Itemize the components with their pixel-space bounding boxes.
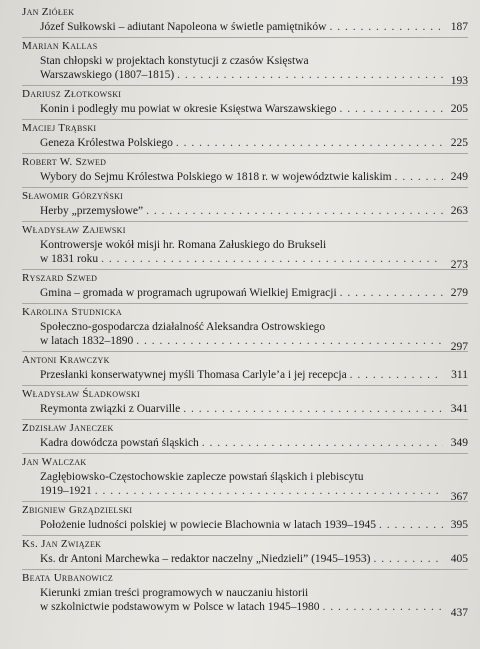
- dot-leader: [146, 204, 443, 218]
- entry-author: Jan Walczak: [22, 456, 87, 468]
- toc-entry: [22, 386, 468, 420]
- entry-title-line: [40, 334, 468, 353]
- entry-title-line: [40, 484, 468, 503]
- dot-leader: [340, 286, 443, 300]
- toc-entry: [22, 502, 468, 536]
- toc-entry: [22, 420, 468, 454]
- entry-author: Robert W. Szwed: [22, 156, 107, 168]
- entry-author: Władysław Zajewski: [22, 224, 126, 236]
- entry-title-text: Kadra dowódcza powstań śląskich: [40, 437, 199, 449]
- entry-title-line: [40, 204, 468, 218]
- dot-leader: [202, 436, 443, 450]
- entry-author: Karolina Studnicka: [22, 306, 122, 318]
- toc-entry: [22, 120, 468, 154]
- entry-page-number: 437: [450, 607, 468, 619]
- toc-entry: [22, 188, 468, 222]
- toc-entry: [22, 352, 468, 386]
- entry-title-text: Warszawskiego (1807–1815): [40, 69, 175, 81]
- dot-leader: [329, 20, 443, 34]
- toc-entry: [22, 86, 468, 120]
- entry-author: Zbigniew Grządzielski: [22, 504, 133, 516]
- entry-title-line: [40, 238, 468, 252]
- entry-page-number: 187: [450, 21, 468, 33]
- entry-page-number: 193: [450, 75, 468, 87]
- dot-leader: [177, 68, 443, 82]
- toc-entry: [22, 4, 468, 38]
- dot-leader: [95, 484, 443, 498]
- entry-page-number: 263: [450, 205, 468, 217]
- entry-title-line: [40, 368, 468, 382]
- dot-leader: [350, 368, 443, 382]
- entry-author: Marian Kallas: [22, 40, 98, 52]
- toc-entry: [22, 222, 468, 270]
- entry-page-number: 349: [450, 437, 468, 449]
- dot-leader: [395, 170, 443, 184]
- entry-title-line: [40, 54, 468, 68]
- entry-title-line: [40, 552, 468, 566]
- entry-page-number: 297: [450, 341, 468, 353]
- entry-page-number: 205: [450, 103, 468, 115]
- entry-title-line: [40, 68, 468, 87]
- entry-title-line: [40, 20, 468, 34]
- toc-entry: [22, 304, 468, 352]
- entry-author: Beata Urbanowicz: [22, 572, 114, 584]
- entry-title-text: Kontrowersje wokół misji hr. Romana Załuskiego do Brukseli: [40, 239, 327, 251]
- toc-entry: [22, 154, 468, 188]
- toc-entry: [22, 38, 468, 86]
- entry-title-text: w 1831 roku: [40, 253, 99, 265]
- entry-title-text: Wybory do Sejmu Królestwa Polskiego w 1818 r. w województwie kaliskim: [40, 171, 392, 183]
- toc-entry: [22, 270, 468, 304]
- entry-title-text: w latach 1832–1890: [40, 335, 134, 347]
- toc-entry: [22, 570, 468, 617]
- dot-leader: [101, 252, 443, 266]
- entry-title-text: Zagłębiowsko-Częstochowskie zaplecze powstań śląskich i plebiscytu: [40, 471, 364, 483]
- dot-leader: [136, 334, 443, 348]
- entry-title-text: Herby „przemysłowe”: [40, 205, 144, 217]
- entry-title-line: [40, 518, 468, 532]
- entry-page-number: 341: [450, 403, 468, 415]
- entry-title-text: Geneza Królestwa Polskiego: [40, 137, 173, 149]
- dot-leader: [322, 600, 443, 614]
- entry-author: Antoni Krawczyk: [22, 354, 110, 366]
- entry-page-number: 249: [450, 171, 468, 183]
- entry-page-number: 405: [450, 553, 468, 565]
- entry-page-number: 311: [451, 369, 468, 381]
- toc-entry: [22, 536, 468, 570]
- toc-entry: [22, 454, 468, 502]
- entry-title-line: [40, 286, 468, 300]
- entry-author: Sławomir Górzyński: [22, 190, 124, 202]
- entry-author: Ks. Jan Związek: [22, 538, 102, 550]
- entry-title-text: Gmina – gromada w programach ugrupowań Wielkiej Emigracji: [40, 287, 337, 299]
- entry-title-line: [40, 600, 468, 619]
- entry-page-number: 273: [450, 259, 468, 271]
- dot-leader: [374, 552, 443, 566]
- entry-title-line: [40, 470, 468, 484]
- entry-title-text: w szkolnictwie podstawowym w Polsce w latach 1945–1980: [40, 601, 320, 613]
- entry-author: Maciej Trąbski: [22, 122, 97, 134]
- entry-author: Zdzisław Janeczek: [22, 422, 114, 434]
- entry-title-line: [40, 436, 468, 450]
- dot-leader: [379, 518, 443, 532]
- entry-title-text: Społeczno-gospodarcza działalność Aleksandra Ostrowskiego: [40, 321, 326, 333]
- entry-title-line: [40, 402, 468, 416]
- entry-title-line: [40, 102, 468, 116]
- entry-author: Jan Ziółek: [22, 6, 75, 18]
- entry-title-text: Stan chłopski w projektach konstytucji z czasów Księstwa: [40, 55, 309, 67]
- entry-title-text: Konin i podległy mu powiat w okresie Księstwa Warszawskiego: [40, 103, 337, 115]
- dot-leader: [340, 102, 443, 116]
- entry-page-number: 225: [450, 137, 468, 149]
- entry-title-text: Położenie ludności polskiej w powiecie Blachownia w latach 1939–1945: [40, 519, 376, 531]
- entry-author: Ryszard Szwed: [22, 272, 98, 284]
- entry-author: Władysław Śladkowski: [22, 388, 140, 400]
- entry-title-text: Ks. dr Antoni Marchewka – redaktor naczelny „Niedzieli” (1945–1953): [40, 553, 371, 565]
- entry-title-line: [40, 252, 468, 271]
- entry-title-text: Józef Sułkowski – adiutant Napoleona w świetle pamiętników: [40, 21, 327, 33]
- dot-leader: [176, 136, 443, 150]
- entry-title-line: [40, 170, 468, 184]
- entry-page-number: 367: [450, 491, 468, 503]
- entry-title-line: [40, 586, 468, 600]
- entry-page-number: 395: [450, 519, 468, 531]
- dot-leader: [183, 402, 443, 416]
- entry-title-text: Reymonta związki z Ouarville: [40, 403, 181, 415]
- entry-title-text: Kierunki zmian treści programowych w nauczaniu historii: [40, 587, 309, 599]
- entry-title-line: [40, 320, 468, 334]
- entry-title-text: Przesłanki konserwatywnej myśli Thomasa Carlyle’a i jej recepcja: [40, 369, 347, 381]
- entry-title-line: [40, 136, 468, 150]
- entry-author: Dariusz Złotkowski: [22, 88, 122, 100]
- entry-page-number: 279: [450, 287, 468, 299]
- entry-title-text: 1919–1921: [40, 485, 92, 497]
